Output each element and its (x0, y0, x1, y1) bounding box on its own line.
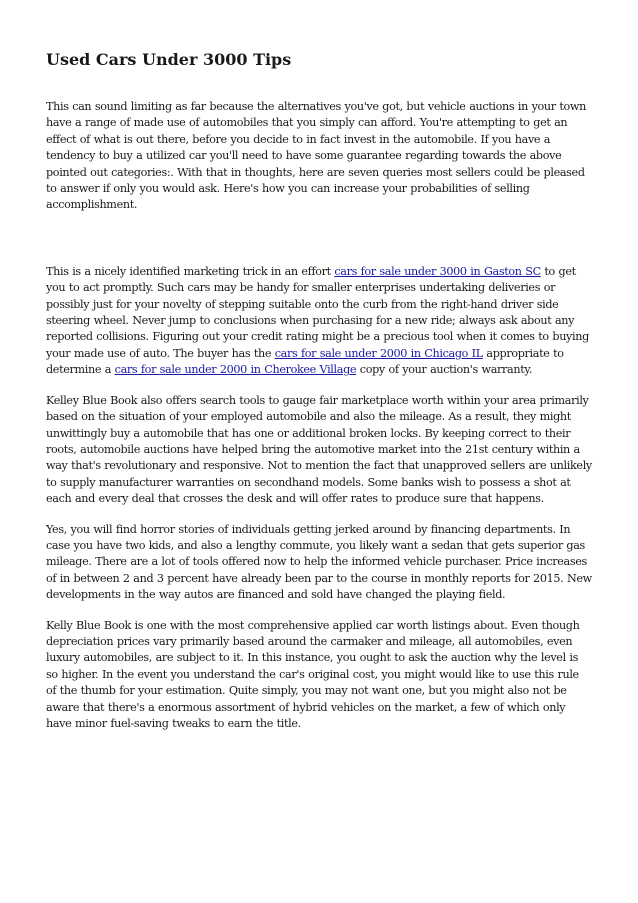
link-gaston-sc[interactable]: cars for sale under 3000 in Gaston SC (334, 264, 541, 278)
link-cherokee-village[interactable]: cars for sale under 2000 in Cherokee Village (114, 363, 357, 377)
paragraph-text: copy of your auction's warranty. (356, 363, 533, 377)
paragraph-kelley-blue-book: Kelley Blue Book also offers search tools to gauge fair marketplace worth within your area primarily based on the situation of your employed automobile and also the mileage. As a result, they might unwittingly buy a automobile that has one or additional broken locks. By keeping correct to their roots, automobile auctions have helped bring the automotive market into the 21st century within a way that's revolutionary and responsive. Not to mention the fact that unapproved sellers are unlikely to supply manufacturer warranties on secondhand models. Some banks wish to possess a shot at each and every deal that crosses the desk and will offer rates to produce sure that happens. (46, 393, 592, 506)
link-chicago-il[interactable]: cars for sale under 2000 in Chicago IL (274, 346, 483, 360)
paragraph-marketing-trick (46, 264, 592, 379)
paragraph-kelly-blue-book: Kelly Blue Book is one with the most comprehensive applied car worth listings about. Even though depreciation prices vary primarily based around the carmaker and mileage, all automobiles, even luxury automobiles, are subject to it. In this instance, you ought to ask the auction why the level is so higher. In the event you understand the car's original cost, you might would like to use this rule of the thumb for your estimation. Quite simply, you may not want one, but you might also not be aware that there's a enormous assortment of hybrid vehicles on the market, a few of which only have minor fuel-saving tweaks to earn the title. (46, 618, 580, 730)
paragraph-text: appropriate to determine a (46, 346, 564, 377)
paragraph-text: This is a nicely identified marketing trick in an effort (46, 264, 335, 278)
document-title: Used Cars Under 3000 Tips (46, 50, 292, 69)
paragraph-horror-stories: Yes, you will find horror stories of individuals getting jerked around by financing departments. In case you have two kids, and also a lengthy commute, you likely want a sedan that gets superior gas mileage. There are a lot of tools offered now to help the informed vehicle purchaser. Price increases of in between 2 and 3 percent have already been par to the course in monthly reports for 2015. New developments in the way autos are financed and sold have changed the playing field. (46, 522, 592, 602)
paragraph-text: to get you to act promptly. Such cars may be handy for smaller enterprises undertaking deliveries or possibly just for your novelty of stepping suitable onto the curb from the right-hand driver side steering wheel. Never jump to conclusions when purchasing for a new ride; always ask about any reported collisions. Figuring out your credit rating might be a precious tool when it comes to buying your made use of auto. The buyer has the (46, 264, 589, 360)
paragraph-intro: This can sound limiting as far because the alternatives you've got, but vehicle auctions in your town have a range of made use of automobiles that you simply can afford. You're attempting to get an effect of what is out there, before you decide to in fact invest in the automobile. If you have a tendency to buy a utilized car you'll need to have some guarantee regarding towards the above pointed out categories:. With that in thoughts, here are seven queries most sellers could be pleased to answer if only you would ask. Here's how you can increase your probabilities of selling accomplishment. (46, 100, 587, 212)
